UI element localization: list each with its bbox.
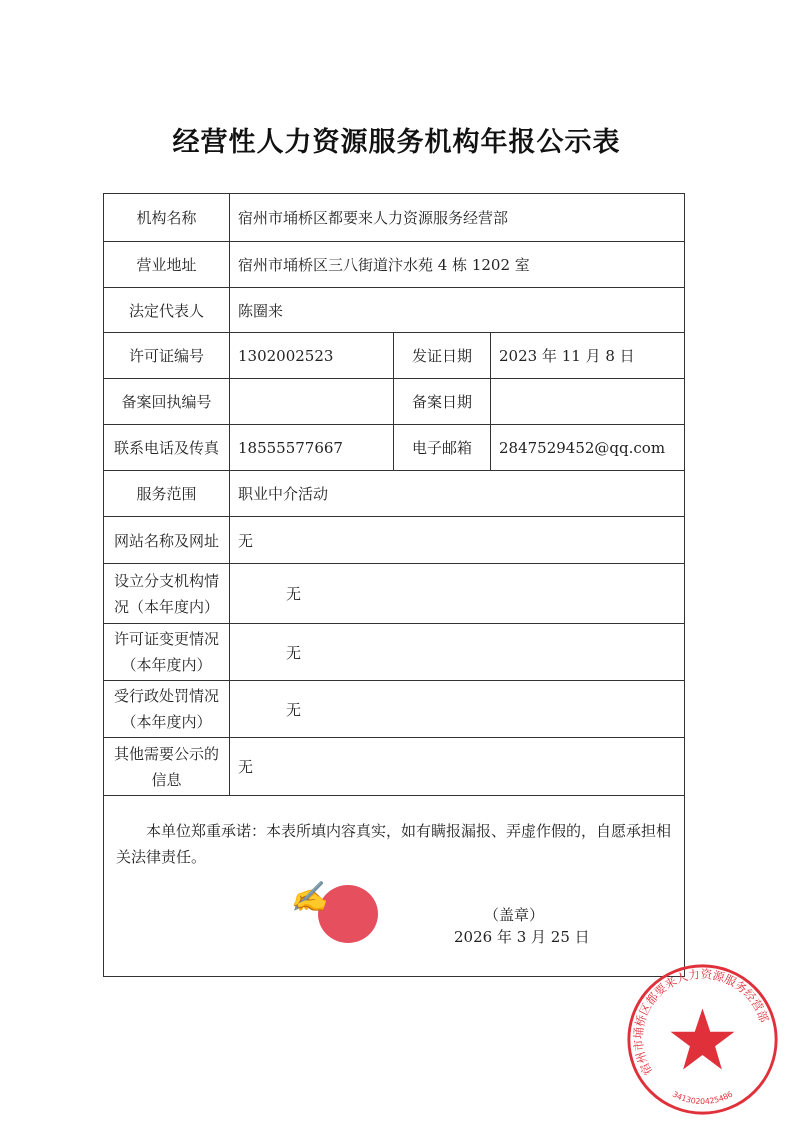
declaration: 本单位郑重承诺：本表所填内容真实，如有瞒报漏报、弄虚作假的，自愿承担相关法律责任。 (116, 822, 672, 866)
org-name: 宿州市埇桥区都要来人力资源服务经营部 (230, 194, 685, 242)
website: 无 (230, 517, 685, 564)
seal-code: 3413020425486 (670, 1089, 735, 1107)
license-no: 1302002523 (230, 333, 394, 379)
phone-label: 联系电话及传真 (104, 425, 230, 471)
label-line: 信息 (151, 770, 182, 789)
company-seal (625, 962, 780, 1117)
filing-date (491, 379, 685, 425)
table-row (104, 796, 685, 977)
table-row (104, 333, 685, 379)
filing-no (230, 379, 394, 425)
label-line: 况（本年度内） (113, 597, 219, 616)
label-line: 设立分支机构情 (113, 571, 219, 590)
phone: 18555577667 (230, 425, 394, 471)
table-row (104, 425, 685, 471)
table-row (104, 242, 685, 288)
website-label: 网站名称及网址 (104, 517, 230, 564)
filing-no-label: 备案回执编号 (104, 379, 230, 425)
penalty-label (104, 681, 230, 738)
scope-label: 服务范围 (104, 471, 230, 517)
label-line: （本年度内） (121, 713, 212, 731)
table-row (104, 738, 685, 796)
label-line: 其他需要公示的 (113, 744, 219, 763)
rep-label: 法定代表人 (104, 288, 230, 333)
legal-rep: 陈圈来 (230, 288, 685, 333)
table-row (104, 288, 685, 333)
declaration-cell (104, 796, 685, 977)
issue-date: 2023 年 11 月 8 日 (491, 333, 685, 379)
penalty: 无 (230, 681, 685, 738)
table-row (104, 624, 685, 681)
license-change: 无 (230, 624, 685, 681)
other-label (104, 738, 230, 796)
report-table (103, 193, 685, 977)
sign-date: 2026 年 3 月 25 日 (454, 928, 590, 946)
seal-label: （盖章） (484, 906, 545, 924)
license-no-label: 许可证编号 (104, 333, 230, 379)
org-name-label: 机构名称 (104, 194, 230, 242)
star-icon (671, 1009, 735, 1070)
license-change-label (104, 624, 230, 681)
table-row (104, 379, 685, 425)
table-row (104, 681, 685, 738)
address: 宿州市埇桥区三八街道汴水苑 4 栋 1202 室 (230, 242, 685, 288)
email: 2847529452@qq.com (491, 425, 685, 471)
other-info: 无 (230, 738, 685, 796)
label-line: 受行政处罚情况 (113, 687, 219, 705)
filing-date-label: 备案日期 (394, 379, 491, 425)
table-row (104, 517, 685, 564)
seal-name: 宿州市埇桥区都要来人力资源服务经营部 (631, 967, 772, 1078)
scope: 职业中介活动 (230, 471, 685, 517)
branch: 无 (230, 564, 685, 624)
table-row (104, 194, 685, 242)
address-label: 营业地址 (104, 242, 230, 288)
page-title: 经营性人力资源服务机构年报公示表 (172, 127, 621, 158)
email-label: 电子邮箱 (394, 425, 491, 471)
signature: ✍ (290, 880, 328, 915)
table-row (104, 564, 685, 624)
issue-date-label: 发证日期 (394, 333, 491, 379)
label-line: （本年度内） (121, 656, 212, 674)
table-row (104, 471, 685, 517)
label-line: 许可证变更情况 (113, 630, 219, 648)
branch-label (104, 564, 230, 624)
